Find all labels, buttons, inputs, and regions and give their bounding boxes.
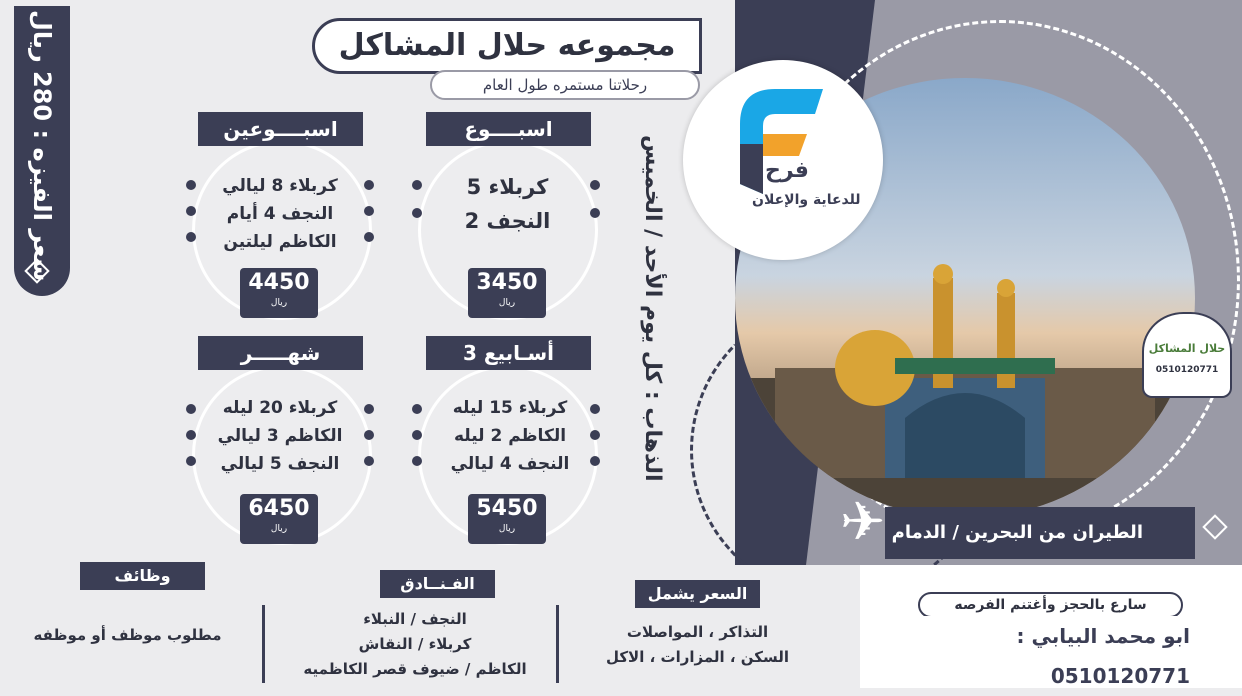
- price-currency: ريال: [498, 524, 516, 534]
- bullet-dot: [364, 430, 374, 440]
- package-line: الكاظم 3 ليالي: [217, 426, 343, 446]
- contact-line: ابو محمد البيابي : 0510120771: [890, 616, 1210, 656]
- jobs-title: وظائف: [80, 562, 205, 590]
- price-value: 4450: [248, 270, 310, 295]
- bullet-dot: [364, 180, 374, 190]
- package-line: كربلاء 15 ليله: [452, 398, 568, 418]
- bullet-dot: [590, 208, 600, 218]
- package-line: النجف 4 ليالي: [450, 454, 570, 474]
- package-line: كربلاء 5: [466, 175, 549, 199]
- price-currency: ريال: [270, 524, 288, 534]
- badge-name: حلال المشاكل: [1148, 342, 1226, 355]
- package-month-price: [240, 494, 318, 544]
- price-currency: ريال: [498, 298, 516, 308]
- hotels-list: [285, 607, 545, 682]
- bullet-dot: [186, 404, 196, 414]
- package-line: كربلاء 8 ليالي: [222, 176, 338, 196]
- hotel-line: كربلاء / النقاش: [358, 635, 472, 653]
- bullet-dot: [186, 456, 196, 466]
- visa-price-label: سعر الفيزه : 280 ريال: [28, 10, 56, 282]
- bullet-dot: [412, 180, 422, 190]
- price-includes-line: التذاكر ، المواصلات: [626, 623, 769, 641]
- price-includes-line: السكن ، المزارات ، الاكل: [605, 648, 790, 666]
- price-includes-title: السعر يشمل: [635, 580, 760, 608]
- bullet-dot: [412, 404, 422, 414]
- bullet-dot: [364, 232, 374, 242]
- bullet-dot: [186, 180, 196, 190]
- divider: [262, 605, 265, 683]
- diamond-icon: [1206, 518, 1224, 536]
- bullet-dot: [412, 456, 422, 466]
- bullet-dot: [364, 456, 374, 466]
- logo-tagline: للدعاية والإعلان: [752, 192, 861, 208]
- bullet-dot: [590, 180, 600, 190]
- jobs-text: مطلوب موظف أو موظفه: [33, 626, 222, 644]
- package-three-weeks-details: [430, 394, 590, 478]
- bullet-dot: [186, 206, 196, 216]
- bullet-dot: [186, 232, 196, 242]
- package-two-weeks-price: [240, 268, 318, 318]
- bullet-dot: [412, 208, 422, 218]
- airplane-icon: ✈: [840, 490, 886, 553]
- package-week-details: [440, 170, 575, 238]
- package-month-title: شهـــــر: [198, 336, 363, 370]
- hotels-title: الفـنــادق: [380, 570, 495, 598]
- package-line: النجف 5 ليالي: [220, 454, 340, 474]
- company-badge: [1142, 312, 1232, 398]
- bullet-dot: [412, 430, 422, 440]
- diamond-icon: [28, 262, 46, 280]
- flight-info: الطيران من البحرين / الدمام: [885, 507, 1195, 559]
- package-month-details: [200, 394, 360, 478]
- logo-name: فرح: [765, 158, 809, 183]
- package-line: الكاظم 2 ليله: [453, 426, 567, 446]
- price-value: 6450: [248, 496, 310, 521]
- package-week-price: [468, 268, 546, 318]
- hotel-line: النجف / النبلاء: [363, 610, 467, 628]
- bullet-dot: [364, 206, 374, 216]
- package-line: النجف 2: [464, 209, 551, 233]
- bullet-dot: [186, 430, 196, 440]
- package-two-weeks-details: [200, 172, 360, 256]
- bullet-dot: [590, 456, 600, 466]
- package-line: الكاظم ليلتين: [223, 232, 337, 252]
- price-value: 3450: [476, 270, 538, 295]
- package-three-weeks-price: [468, 494, 546, 544]
- divider: [556, 605, 559, 683]
- bullet-dot: [590, 430, 600, 440]
- package-line: كربلاء 20 ليله: [222, 398, 338, 418]
- badge-phone: 0510120771: [1155, 365, 1219, 375]
- price-value: 5450: [476, 496, 538, 521]
- package-line: النجف 4 أيام: [226, 204, 334, 224]
- price-currency: ريال: [270, 298, 288, 308]
- hotel-line: الكاظم / ضيوف قصر الكاظميه: [303, 660, 527, 678]
- package-three-weeks-title: 3 أسـابيع: [426, 336, 591, 370]
- package-week-title: اسبــــوع: [426, 112, 591, 146]
- page-subtitle: رحلاتنا مستمره طول العام: [430, 70, 700, 100]
- departure-days: الذهاب : كل يوم الأحد / الخميس: [640, 135, 665, 482]
- package-two-weeks-title: اسبــــوعين: [198, 112, 363, 146]
- price-includes-list: [585, 620, 810, 670]
- booking-cta: سارع بالحجز وأغتنم الفرصه: [918, 592, 1183, 618]
- bullet-dot: [364, 404, 374, 414]
- page-title: مجموعه حلال المشاكل: [312, 18, 702, 74]
- bullet-dot: [590, 404, 600, 414]
